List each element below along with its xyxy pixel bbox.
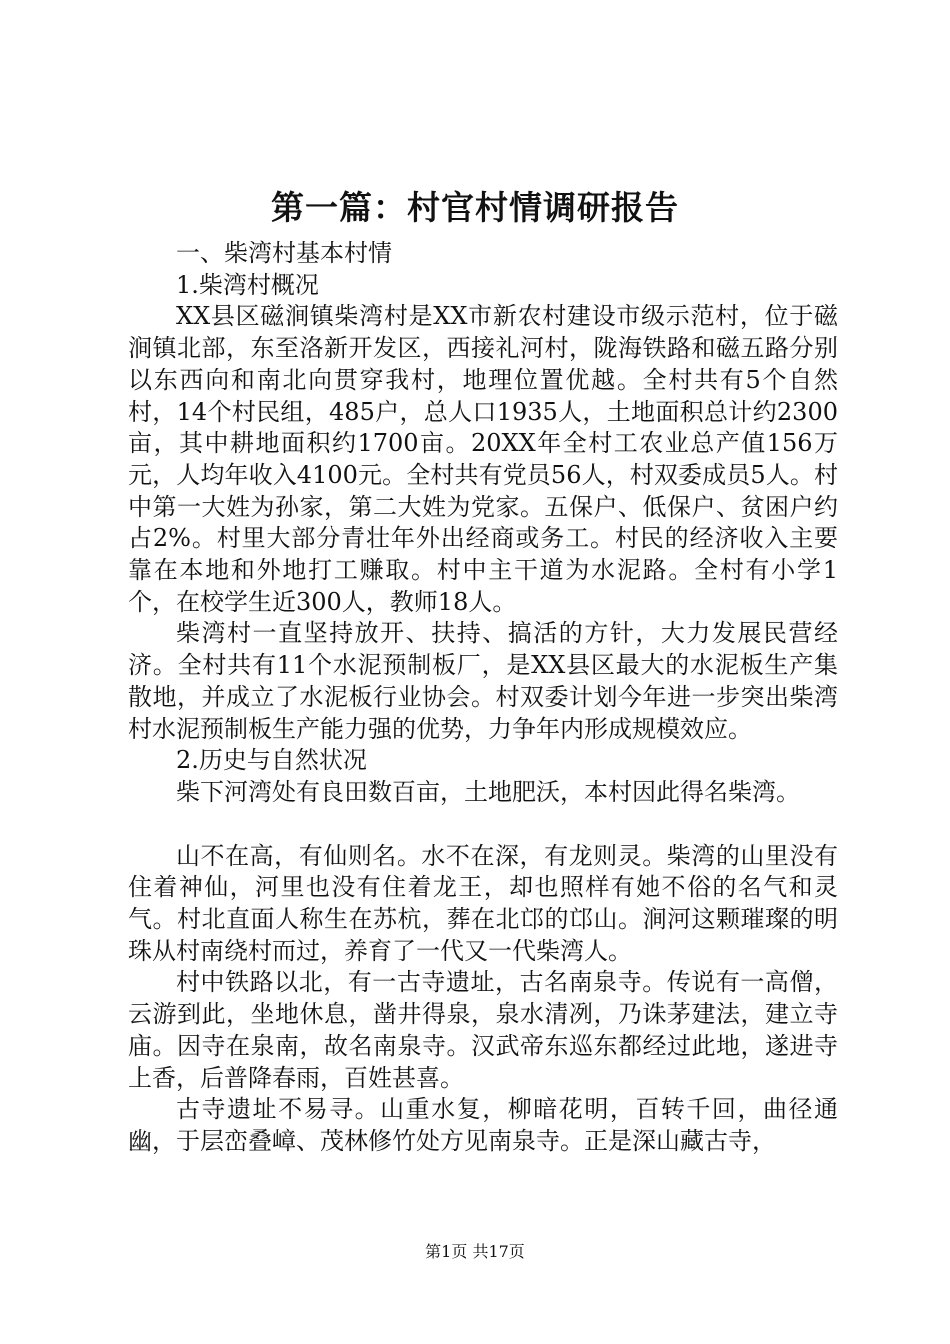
subsection-heading: 1.柴湾村概况: [176, 270, 319, 299]
document-body: [128, 238, 838, 1158]
paragraph: 村中铁路以北，有一古寺遗址，古名南泉寺。传说有一高僧，云游到此，坐地休息，凿井得泉，泉水清冽，乃诛茅建法，建立寺庙。因寺在泉南，故名南泉寺。汉武帝东巡东都经过此地，遂进寺上香，后普降春雨，百姓甚喜。: [128, 968, 838, 1092]
section-heading: 一、柴湾村基本村情: [176, 239, 392, 267]
paragraph: 柴湾村一直坚持放开、扶持、搞活的方针，大力发展民营经济。全村共有11个水泥预制板厂，是XX县区最大的水泥板生产集散地，并成立了水泥板行业协会。村双委计划今年进一步突出柴湾村水泥预制板生产能力强的优势，力争年内形成规模效应。: [128, 619, 838, 743]
page-number: 第1页 共17页: [425, 1242, 525, 1261]
document-title: 第一篇：村官村情调研报告: [271, 188, 679, 227]
paragraph: 山不在高，有仙则名。水不在深，有龙则灵。柴湾的山里没有住着神仙，河里也没有住着龙王，却也照样有她不俗的名气和灵气。村北直面人称生在苏杭，葬在北邙的邙山。涧河这颗璀璨的明珠从村南绕村而过，养育了一代又一代柴湾人。: [128, 841, 838, 965]
paragraph: XX县区磁涧镇柴湾村是XX市新农村建设市级示范村，位于磁涧镇北部，东至洛新开发区，西接礼河村，陇海铁路和磁五路分别以东西向和南北向贯穿我村，地理位置优越。全村共有5个自然村，14个村民组，485户，总人口1935人，土地面积总计约2300亩，其中耕地面积约1700亩。20XX年全村工农业总产值156万元，人均年收入4100元。全村共有党员56人，村双委成员5人。村中第一大姓为孙家，第二大姓为党家。五保户、低保户、贫困户约占2%。村里大部分青壮年外出经商或务工。村民的经济收入主要靠在本地和外地打工赚取。村中主干道为水泥路。全村有小学1个，在校学生近300人，教师18人。: [128, 302, 838, 616]
paragraph: 柴下河湾处有良田数百亩，土地肥沃，本村因此得名柴湾。: [176, 777, 800, 806]
subsection-heading: 2.历史与自然状况: [176, 746, 367, 775]
paragraph: 古寺遗址不易寻。山重水复，柳暗花明，百转千回，曲径通幽，于层峦叠嶂、茂林修竹处方见南泉寺。正是深山藏古寺，: [128, 1095, 838, 1155]
